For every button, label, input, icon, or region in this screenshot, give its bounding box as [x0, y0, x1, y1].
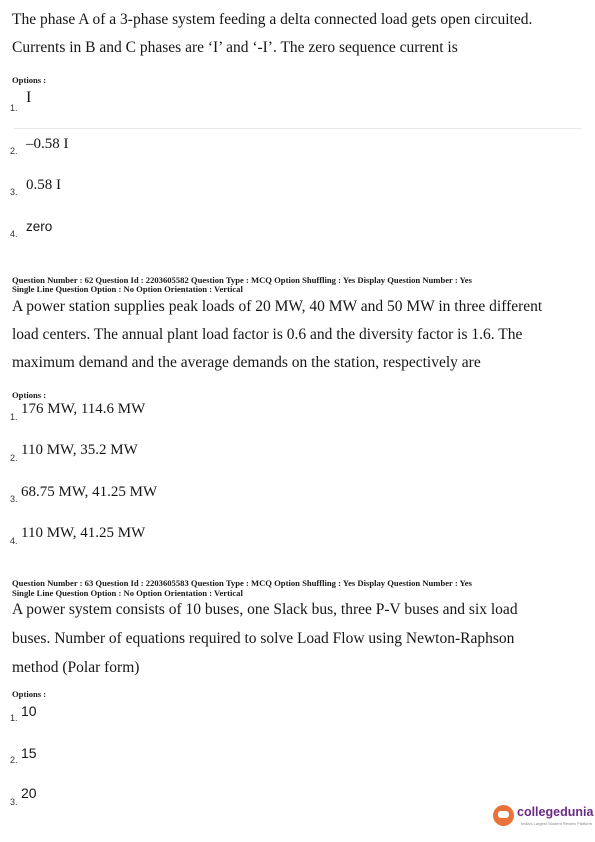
option-text: 110 MW, 41.25 MW [21, 525, 146, 541]
owl-icon [493, 805, 514, 826]
option-number: 3. [10, 797, 18, 807]
option-number: 1. [10, 412, 18, 422]
question-text-line: A power station supplies peak loads of 20 MW, 40 MW and 50 MW in three different [12, 298, 543, 315]
question-text-line: maximum demand and the average demands on the station, respectively are [12, 354, 481, 371]
question-meta: Single Line Question Option : No Option Orientation : Vertical [12, 588, 243, 598]
option-number: 2. [10, 453, 18, 463]
options-label: Options : [12, 75, 47, 85]
option-number: 2. [10, 146, 18, 156]
option-number: 1. [10, 713, 18, 723]
logo-brand-text: collegedunia [517, 805, 594, 819]
option-text: zero [26, 219, 53, 234]
options-label: Options : [12, 390, 47, 400]
question-meta: Single Line Question Option : No Option Orientation : Vertical [12, 284, 243, 294]
question-text-line: buses. Number of equations required to solve Load Flow using Newton-Raphson [12, 630, 515, 647]
question-text-line: method (Polar form) [12, 659, 140, 676]
option-number: 1. [10, 103, 18, 113]
collegedunia-logo [493, 804, 593, 834]
option-number: 3. [10, 494, 18, 504]
option-number: 4. [10, 536, 18, 546]
option-text: 110 MW, 35.2 MW [21, 442, 138, 458]
question-text-line: Currents in B and C phases are ‘I’ and ‘-I’. The zero sequence current is [12, 39, 458, 56]
divider [14, 128, 582, 129]
logo-tagline: India's Largest Student Review Platform [521, 821, 593, 826]
options-label: Options : [12, 689, 47, 699]
option-text: –0.58 I [26, 136, 69, 152]
option-number: 4. [10, 229, 18, 239]
question-meta: Question Number : 62 Question Id : 2203605582 Question Type : MCQ Option Shuffling : Yes Display Question Number : Yes [12, 275, 472, 285]
option-text: 10 [21, 703, 37, 719]
option-text: 176 MW, 114.6 MW [21, 401, 146, 417]
question-meta: Question Number : 63 Question Id : 2203605583 Question Type : MCQ Option Shuffling : Yes Display Question Number : Yes [12, 578, 472, 588]
option-text: I [26, 89, 32, 106]
option-text: 15 [21, 745, 37, 761]
question-text-line: load centers. The annual plant load factor is 0.6 and the diversity factor is 1.6. The [12, 326, 523, 343]
option-text: 0.58 I [26, 177, 61, 193]
option-text: 68.75 MW, 41.25 MW [21, 484, 158, 500]
option-number: 2. [10, 755, 18, 765]
option-number: 3. [10, 187, 18, 197]
question-text-line: The phase A of a 3-phase system feeding a delta connected load gets open circuited. [12, 11, 533, 28]
question-text-line: A power system consists of 10 buses, one Slack bus, three P-V buses and six load [12, 601, 518, 618]
option-text: 20 [21, 785, 37, 801]
